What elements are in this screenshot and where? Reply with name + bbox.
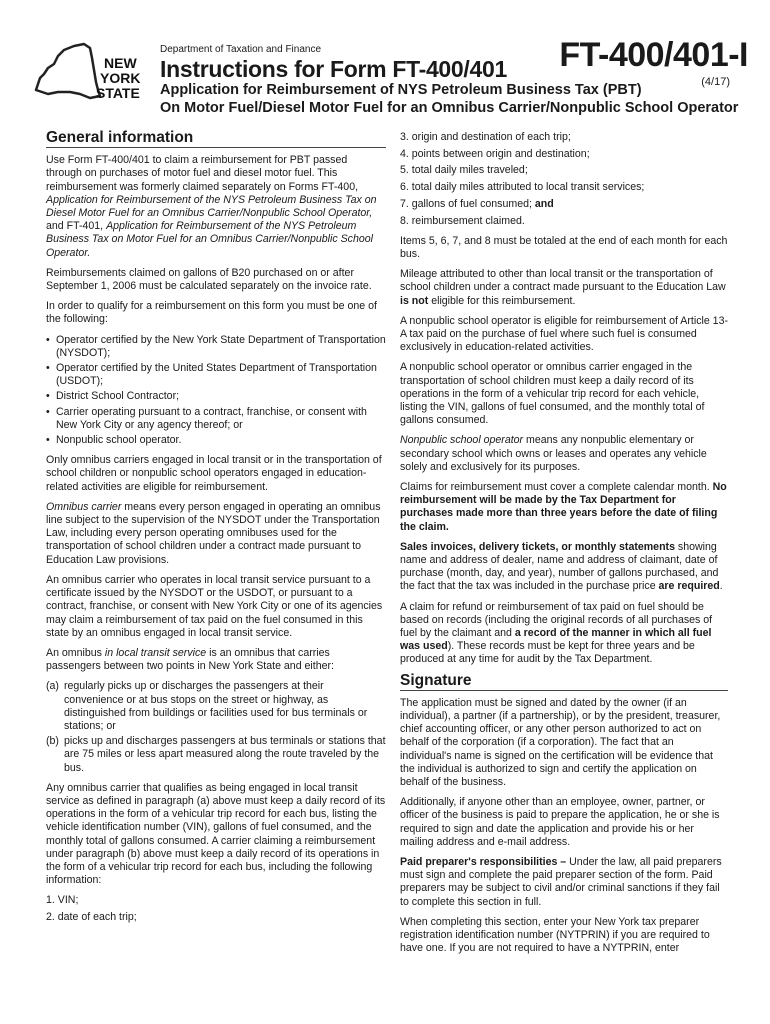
- paragraph: Additionally, if anyone other than an employee, owner, partner, or officer of the business is paid to prepare the application, he or she is required to sign and date the application and provide his or her mailing address and e-mail address.: [400, 796, 720, 848]
- list-item: 7. gallons of fuel consumed; and: [400, 197, 554, 210]
- list-item: 4. points between origin and destination;: [400, 147, 590, 160]
- paragraph: Sales invoices, delivery tickets, or monthly statements showing name and address of dealer, name and address of claimant, date of purchase (month, day, and year), number of gallons purchased, and the fact that the tax was included in the purchase price are required.: [400, 540, 723, 593]
- paragraph: A claim for refund or reimbursement of tax paid on fuel should be based on records (including the original records of all purchases of fuel by the claimant and a record of the manner in which all fuel was used). These records must be kept for three years and be produced at any time for audit by the Tax Department.: [400, 600, 713, 666]
- qualification-list: [46, 334, 386, 448]
- list-item: (b) picks up and discharges passengers at bus terminals or stations that are 75 miles or less apart measured along the route traveled by the bus.: [46, 735, 386, 774]
- logo-line1: NEW: [104, 55, 137, 71]
- page-header: [0, 0, 770, 128]
- paragraph: In order to qualify for a reimbursement on this form you must be one of the following:: [46, 300, 377, 326]
- paragraph: A nonpublic school operator or omnibus carrier engaged in the transportation of school children must keep a daily record of its operations in the form of a vehicular trip record for each vehicle, listing the VIN, gallons of fuel consumed, and the monthly total of gallons consumed.: [400, 361, 705, 427]
- list-item: 1. VIN;: [46, 894, 79, 907]
- paragraph: Any omnibus carrier that qualifies as being engaged in local transit service as defined in paragraph (a) above must keep a daily record of its operations in the form of a vehicular trip record for each bus, listing the vehicle identification number (VIN), gallons of fuel consumed, and the monthly total of gallons consumed. A carrier claiming a reimbursement under paragraph (b) above must keep a daily record of its operations in the form of a vehicular trip record for each bus, including the following information:: [46, 781, 386, 887]
- paragraph: Mileage attributed to other than local transit or the transportation of school children under a contract made pursuant to the Education Law is not eligible for this reimbursement.: [400, 268, 726, 307]
- subtitle: Application for Reimbursement of NYS Petroleum Business Tax (PBT): [160, 82, 642, 98]
- subtitle-line2: On Motor Fuel/Diesel Motor Fuel for an Omnibus Carrier/Nonpublic School Operator: [160, 100, 739, 116]
- paragraph: An omnibus in local transit service is an omnibus that carries passengers between two points in New York State and either:: [46, 646, 334, 673]
- page-title: Instructions for Form FT-400/401: [160, 56, 507, 82]
- list-item: • Nonpublic school operator.: [46, 434, 386, 447]
- list-item: • Carrier operating pursuant to a contract, franchise, or consent with New York City or any agency thereof; or: [46, 406, 386, 432]
- paragraph: When completing this section, enter your New York tax preparer registration identification number (NYTPRIN) if you are required to have one. If you are not required to have a NYTPRIN, enter: [400, 915, 710, 955]
- paragraph: Claims for reimbursement must cover a complete calendar month. No reimbursement will be made by the Tax Department for purchases made more than three years before the date of filing the claim.: [400, 480, 727, 533]
- paragraph: Nonpublic school operator means any nonpublic elementary or secondary school which owns or leases and operates any vehicle solely and exclusively for its purposes.: [400, 434, 707, 473]
- paragraph: Only omnibus carriers engaged in local transit or in the transportation of school children or nonpublic school operators engaged in education-related activities are eligible for reimbursement.: [46, 454, 382, 493]
- left-column: [46, 131, 386, 927]
- revision-date: (4/17): [701, 76, 730, 88]
- list-item: 5. total daily miles traveled;: [400, 164, 528, 177]
- new-york-state-logo: [30, 38, 160, 108]
- list-item: • Operator certified by the New York State Department of Transportation (NYSDOT);: [46, 334, 386, 360]
- numbered-list: [46, 894, 386, 923]
- paragraph: The application must be signed and dated by the owner (if an individual), a partner (if a partnership), or by the president, treasurer, chief accounting officer, or any other person authorized to act on behalf of the corporation (if a corporation). The fact that an individual's name is signed on the certification will be evidence that the individual is authorized to sign and certify the application on behalf of the business.: [400, 696, 721, 789]
- paragraph: Omnibus carrier means every person engaged in operating an omnibus line subject to the supervision of the NYSDOT under the Transportation Law, including every person operating omnibuses used for the transportation of school children under a contract made pursuant to Education Law provisions.: [46, 500, 381, 566]
- list-item: 8. reimbursement claimed.: [400, 214, 525, 227]
- list-item: (a) regularly picks up or discharges the passengers at their convenience or at bus stops on the street or highway, as distinguished from buildings or facilities used for bus terminals or stations; or: [46, 680, 368, 732]
- paragraph: Reimbursements claimed on gallons of B20 purchased on or after September 1, 2006 must be calculated separately on the invoice rate.: [46, 266, 372, 293]
- logo-line3: STATE: [96, 85, 140, 101]
- lettered-list: [46, 680, 386, 774]
- paragraph: Items 5, 6, 7, and 8 must be totaled at the end of each month for each bus.: [400, 234, 728, 260]
- general-information-heading: General information: [46, 131, 386, 148]
- paragraph: A nonpublic school operator is eligible for reimbursement of Article 13-A tax paid on the purchase of fuel where such fuel is consumed exclusively in education-related activities.: [400, 314, 728, 354]
- department-name: Department of Taxation and Finance: [160, 44, 322, 55]
- logo-line2: YORK: [100, 70, 141, 86]
- numbered-list: [400, 131, 728, 228]
- signature-heading: Signature: [400, 674, 728, 691]
- list-item: 2. date of each trip;: [46, 910, 137, 923]
- right-column: [400, 131, 728, 962]
- form-number: FT-400/401-I: [559, 36, 748, 74]
- list-item: 6. total daily miles attributed to local transit services;: [400, 181, 645, 194]
- list-item: • District School Contractor;: [46, 390, 386, 403]
- paragraph: An omnibus carrier who operates in local transit service pursuant to a certificate issued by the NYSDOT or the USDOT, or pursuant to a contract, franchise, or consent with New York City or one of its agencies may claim a reimbursement of tax paid on the fuel consumed in this state by an omnibus engaged in local transit service.: [46, 573, 383, 639]
- paragraph: Use Form FT-400/401 to claim a reimbursement for PBT passed through on purchases of motor fuel and diesel motor fuel. This reimbursement was formerly claimed separately on Forms FT-400, Application for Reimbursement of the NYS Petroleum Business Tax on Diesel Motor Fuel for an Omnibus Carrier/Nonpublic School Operator, and FT-401, Application for Reimbursement of the NYS Petroleum Business Tax on Motor Fuel for an Omnibus Carrier/Nonpublic School Operator.: [46, 154, 377, 259]
- list-item: 3. origin and destination of each trip;: [400, 131, 571, 143]
- paragraph: Paid preparer's responsibilities – Under the law, all paid preparers must sign and complete the paid preparer section of the form. Paid preparers may be subject to civil and/or criminal sanctions if they fail to complete this section in full.: [400, 856, 722, 908]
- list-item: • Operator certified by the United States Department of Transportation (USDOT);: [46, 362, 386, 388]
